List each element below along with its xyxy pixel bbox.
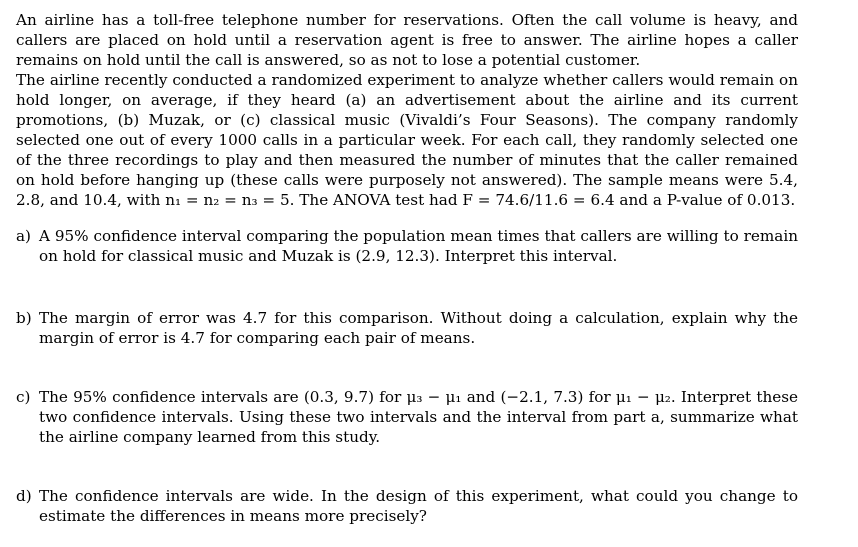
intro-paragraph-1: An airline has a toll-free telephone number for reservations. Often the call volume is heavy, and callers are placed on hold until a reservation agent is free to answer. The airline hopes a caller remains on hold until the call is answered, so as not to lose a potential customer. [16,11,798,69]
question-d-label: d) [16,487,32,505]
question-d [16,486,798,526]
question-a-label: a) [16,227,31,245]
question-c [16,387,798,447]
question-c-text: The 95% confidence intervals are (0.3, 9.7) for μ₃ − μ₁ and (−2.1, 7.3) for μ₁ − μ₂. Interpret these two confidence intervals. Using these two intervals and the interval from part a, summarize what the airline company learned from this study. [39,388,798,446]
question-a [16,226,798,266]
question-b [16,308,798,348]
problem-intro [16,10,798,210]
problem-page [16,10,798,525]
question-a-text: A 95% confidence interval comparing the population mean times that callers are willing to remain on hold for classical music and Muzak is (2.9, 12.3). Interpret this interval. [39,227,798,265]
intro-paragraph-2: The airline recently conducted a randomized experiment to analyze whether callers would remain on hold longer, on average, if they heard (a) an advertisement about the airline and its current promotions, (b) Muzak, or (c) classical music (Vivaldi’s Four Seasons). The company randomly selected one out of every 1000 calls in a particular week. For each call, they randomly selected one of the three recordings to play and then measured the number of minutes that the caller remained on hold before hanging up (these calls were purposely not answered). The sample means were 5.4, 2.8, and 10.4, with n₁ = n₂ = n₃ = 5. The ANOVA test had F = 74.6/11.6 = 6.4 and a P-value of 0.013. [16,71,798,209]
question-c-label: c) [16,388,31,406]
question-d-text: The confidence intervals are wide. In the design of this experiment, what could you change to estimate the differences in means more precisely? [39,487,798,525]
question-b-text: The margin of error was 4.7 for this comparison. Without doing a calculation, explain why the margin of error is 4.7 for comparing each pair of means. [39,309,798,347]
question-b-label: b) [16,309,32,327]
